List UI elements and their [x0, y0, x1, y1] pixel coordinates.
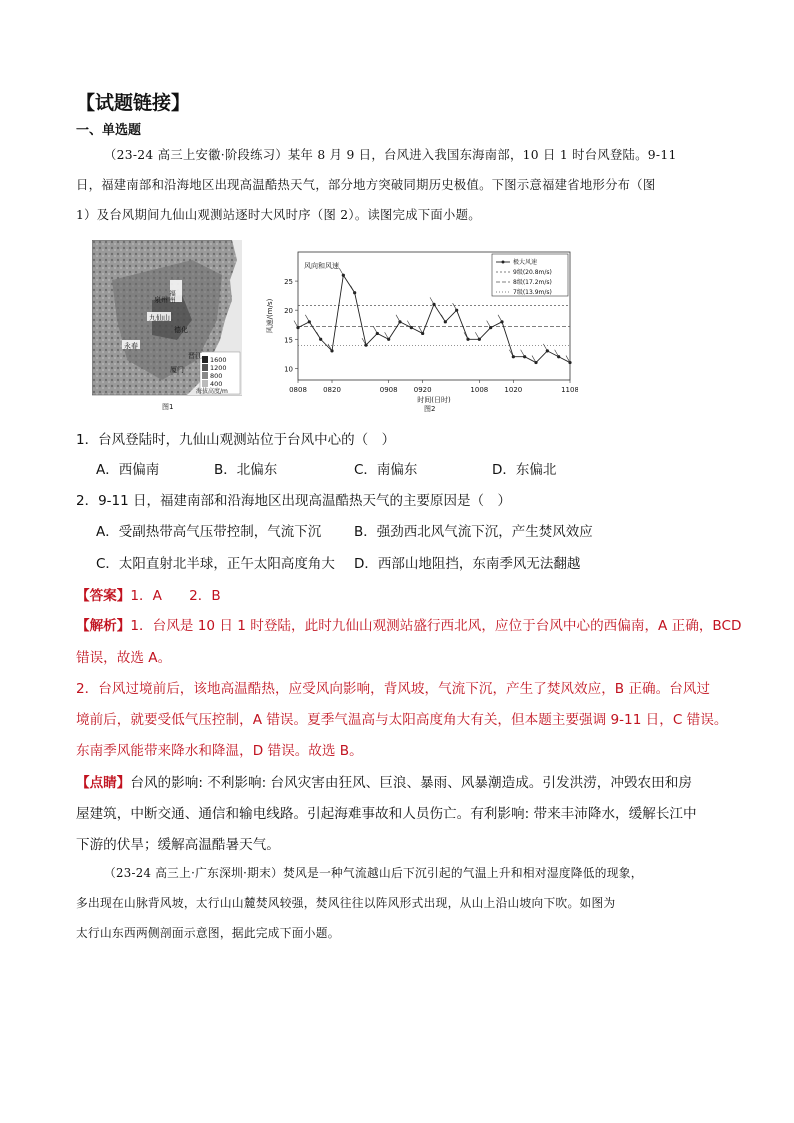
- y-tick-label: 10: [284, 365, 293, 374]
- map-label-xiamen: 厦门: [170, 366, 184, 374]
- data-point: [512, 355, 515, 358]
- question-1-option-d[interactable]: D．东偏北: [492, 462, 557, 478]
- question-1-stem: 1．台风登陆时，九仙山观测站位于台风中心的（ ）: [76, 432, 396, 448]
- legend-value: 1200: [210, 364, 227, 372]
- y-tick-label: 20: [284, 307, 293, 316]
- legend-value: 1600: [210, 356, 227, 364]
- passage2-line3: 太行山东西两侧剖面示意图，据此完成下面小题。: [76, 926, 340, 940]
- comment-text-1: 台风的影响: 不利影响: 台风灾害由狂风、巨浪、暴雨、风暴潮造成。引发洪涝，冲毁农田和房: [130, 775, 692, 791]
- data-point: [319, 338, 322, 341]
- data-point: [534, 361, 537, 364]
- legend-value: 400: [210, 380, 223, 388]
- map-label-jinjiang: 晋江: [188, 352, 202, 360]
- legend-label: 9级(20.8m/s): [513, 269, 552, 276]
- passage1-line1: （23-24 高三上安徽·阶段练习）某年 8 月 9 日，台风进入我国东海南部，10 日 1 时台风登陆。9-11: [104, 148, 677, 162]
- section-subtitle: 一、单选题: [76, 123, 142, 138]
- section-title: 【试题链接】: [76, 92, 191, 114]
- x-tick-label: 1008: [470, 386, 489, 394]
- analysis-line4: 境前后，就要受低气压控制，A 错误。夏季气温高与太阳高度角大有关，但本题主要强调 9-11 日，C 错误。: [76, 712, 728, 728]
- passage2-line2: 多出现在山脉背风坡，太行山山麓焚风较强，焚风往往以阵风形式出现，从山上沿山坡向下吹。如图为: [76, 896, 616, 910]
- question-1-option-b[interactable]: B．北偏东: [214, 462, 278, 478]
- analysis-tag: 【解析】: [76, 618, 131, 634]
- x-axis-label: 时间(日时): [417, 396, 451, 404]
- comment-line2: 屋建筑，中断交通、通信和输电线路。引起海难事故和人员伤亡。有利影响: 带来丰沛降水，缓解长江中: [76, 806, 697, 822]
- data-point: [466, 338, 469, 341]
- answer-text: 1．A 2．B: [130, 588, 221, 604]
- wind-barb: [294, 321, 298, 328]
- wind-barb: [543, 344, 547, 351]
- analysis-line3: 2．台风过境前后，该地高温酷热，应受风向影响，背风坡，气流下沉，产生了焚风效应，B 正确。台风过: [76, 681, 711, 697]
- passage2-line1: （23-24 高三上·广东深圳·期末）焚风是一种气流越山后下沉引起的气温上升和相对湿度降低的现象，: [104, 866, 643, 880]
- map-label-fuzhou: 福州: [168, 290, 176, 303]
- wind-barb: [441, 315, 445, 322]
- analysis-text-1: 1．台风是 10 日 1 时登陆，此时九仙山观测站盛行西北风，应位于台风中心的西偏南，A 正确，BCD: [130, 618, 742, 634]
- map-label-dehua: 德化: [174, 326, 188, 334]
- x-tick-label: 0808: [289, 386, 307, 394]
- figure2-chart: [258, 244, 578, 416]
- data-point: [432, 303, 435, 306]
- wind-barb: [305, 315, 309, 322]
- comment-line1: [76, 771, 692, 791]
- legend-label: 极大风速: [513, 259, 538, 266]
- question-1-option-c[interactable]: C．南偏东: [354, 462, 418, 478]
- analysis-line1: [76, 614, 741, 634]
- wind-barb: [351, 286, 355, 293]
- question-2-option-d[interactable]: D．西部山地阻挡，东南季风无法翻越: [354, 556, 581, 572]
- wind-barb: [339, 268, 343, 275]
- analysis-line5: 东南季风能带来降水和降温，D 错误。故选 B。: [76, 743, 363, 759]
- comment-tag: 【点睛】: [76, 775, 131, 791]
- data-point: [342, 274, 345, 277]
- passage1-line3: 1）及台风期间九仙山观测站逐时大风时序（图 2）。读图完成下面小题。: [76, 208, 481, 222]
- wind-barb: [521, 350, 525, 357]
- figure1-map: [92, 240, 242, 415]
- wind-barb: [498, 315, 502, 322]
- x-tick-label: 0820: [323, 386, 341, 394]
- comment-line3: 下游的伏旱；缓解高温酷暑天气。: [76, 837, 280, 853]
- x-tick-label: 0920: [413, 386, 432, 394]
- wind-barb: [317, 332, 321, 339]
- legend-value: 800: [210, 372, 223, 380]
- fujian-terrain-map: [92, 240, 242, 415]
- question-2-stem: 2．9-11 日，福建南部和沿海地区出现高温酷热天气的主要原因是（ ）: [76, 493, 512, 509]
- x-tick-label: 1020: [504, 386, 523, 394]
- map-label-quanzhou: 泉州: [154, 296, 168, 304]
- y-tick-label: 15: [284, 336, 293, 345]
- legend-title: 海拔高度/m: [196, 388, 228, 395]
- x-tick-label: 0908: [379, 386, 398, 394]
- wind-barb: [453, 303, 457, 310]
- analysis-line2: 错误，故选 A。: [76, 650, 172, 666]
- answer-block: [76, 584, 221, 604]
- figure1-caption: 图1: [162, 403, 174, 411]
- wind-barb: [373, 326, 377, 333]
- data-point: [568, 361, 571, 364]
- question-2-option-b[interactable]: B．强劲西北风气流下沉，产生焚风效应: [354, 524, 593, 540]
- legend-label: 8级(17.2m/s): [513, 279, 552, 286]
- question-2-option-c[interactable]: C．太阳直射北半球，正午太阳高度角大: [96, 556, 335, 572]
- inset-label: 风向和风速: [304, 262, 339, 270]
- y-tick-label: 25: [284, 278, 293, 287]
- wind-barb: [396, 315, 400, 322]
- legend-label: 7级(13.9m/s): [513, 289, 552, 296]
- passage1-line2: 日，福建南部和沿海地区出现高温酷热天气，部分地方突破同期历史极值。下图示意福建省地形分布（图: [76, 178, 656, 192]
- data-point: [546, 349, 549, 352]
- question-2-option-a[interactable]: A．受副热带高气压带控制，气流下沉: [96, 524, 322, 540]
- y-axis-label: 风速/(m/s): [266, 298, 274, 334]
- map-label-yongchun: 永春: [124, 342, 138, 350]
- map-label-jiuxianshan: 九仙山: [149, 314, 170, 322]
- wind-barb: [475, 332, 479, 339]
- answer-tag: 【答案】: [76, 588, 131, 604]
- wind-barb: [430, 297, 434, 304]
- question-1-option-a[interactable]: A．西偏南: [96, 462, 160, 478]
- legend-marker: [502, 261, 505, 264]
- figure2-caption: 图2: [424, 405, 436, 413]
- wind-speed-chart: [258, 244, 578, 404]
- x-tick-label: 1108: [561, 386, 578, 394]
